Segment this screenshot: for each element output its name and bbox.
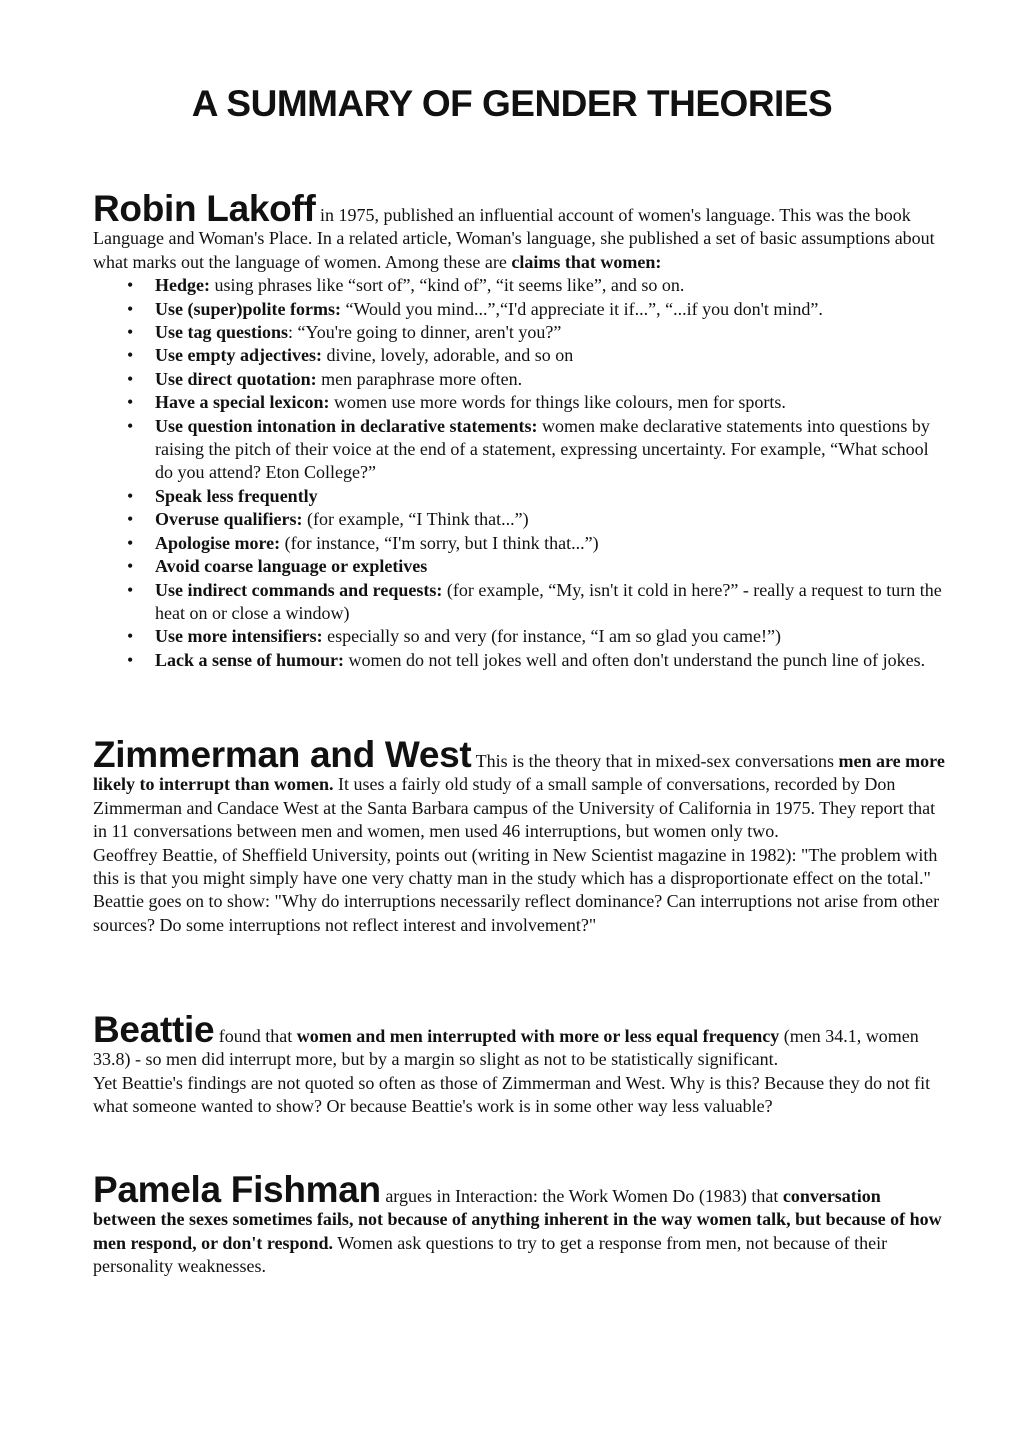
bold-text: Lack a sense of humour: <box>155 649 345 670</box>
list-item <box>155 321 945 344</box>
bold-text: Have a special lexicon: <box>155 392 330 413</box>
list-item <box>155 274 945 297</box>
text-run: women do not tell jokes well and often don't understand the punch line of jokes. <box>344 649 926 670</box>
bold-text: conversation between the sexes sometimes fails, not because of anything inherent in the way women talk, but because of how men respond, or don't respond. <box>93 1186 942 1253</box>
text-run: It uses a fairly old study of a small sample of conversations, recorded by Don Zimmerman and Candace West at the Santa Barbara campus of the University of California in 1975. They report that in 11 conversations between men and women, men used 46 interruptions, but women only two. <box>93 774 936 842</box>
bold-text: Use empty adjectives: <box>155 345 322 366</box>
section-zimmerman-west <box>93 734 945 937</box>
list-item <box>155 344 945 367</box>
paragraph <box>93 1009 945 1072</box>
bold-text: men are more likely to interrupt than women. <box>93 751 945 795</box>
bold-text: Use indirect commands and requests: <box>155 579 443 600</box>
text-run: women use more words for things like colours, men for sports. <box>329 392 786 413</box>
text-run: (for example, “My, isn't it cold in here?” - really a request to turn the heat on or close a window) <box>155 579 942 623</box>
section-lakoff <box>93 188 945 672</box>
list-item <box>155 368 945 391</box>
list-item <box>155 391 945 414</box>
text-run: Geoffrey Beattie, of Sheffield University, points out (writing in New Scientist magazine in 1982): "The problem with this is that you might simply have one very chatty man in the study which has a disproportionate effect on the total." Beattie goes on to show: "Why do interruptions necessarily reflect dominance? Can interruptions not arise from other sources? Do some interruptions not reflect interest and involvement?" <box>93 844 940 935</box>
document-title: A SUMMARY OF GENDER THEORIES <box>191 83 833 124</box>
paragraph <box>93 734 945 844</box>
bold-text: Hedge: <box>155 275 210 296</box>
text-run: : “You're going to dinner, aren't you?” <box>288 322 562 343</box>
bold-text: Speak less frequently <box>155 485 318 506</box>
list-item <box>155 649 945 672</box>
section-heading: Zimmerman and West <box>93 734 472 775</box>
paragraph <box>93 1072 945 1119</box>
list-item <box>155 298 945 321</box>
section-beattie <box>93 1009 945 1119</box>
claims-list <box>93 274 945 672</box>
list-item <box>155 555 945 578</box>
section-heading: Pamela Fishman <box>93 1169 381 1210</box>
bold-text: Use tag questions <box>155 322 289 343</box>
bold-text: Avoid coarse language or expletives <box>155 556 428 577</box>
text-run: (for instance, “I'm sorry, but I think that...”) <box>280 532 599 553</box>
section-heading: Robin Lakoff <box>93 188 316 229</box>
section-fishman <box>93 1169 945 1279</box>
text-run: This is the theory that in mixed-sex conversations <box>471 751 839 771</box>
text-run: in 1975, published an influential account of women's language. This was the book Language and Woman's Place. In a related article, Woman's language, she published a set of basic assumptions about what marks out the language of women. Among these are <box>93 205 935 272</box>
list-item <box>155 532 945 555</box>
paragraph <box>93 1169 945 1279</box>
bold-text: Apologise more: <box>155 532 281 553</box>
bold-text: Use direct quotation: <box>155 368 317 389</box>
text-run: (for example, “I Think that...”) <box>302 509 529 530</box>
bold-text: Overuse qualifiers: <box>155 509 303 530</box>
bold-text: Use question intonation in declarative statements: <box>155 415 538 436</box>
bold-text: women and men interrupted with more or less equal frequency <box>296 1026 780 1046</box>
text-run: (men 34.1, women 33.8) - so men did interrupt more, but by a margin so slight as not to be statistically significant. <box>93 1026 919 1070</box>
text-run: women make declarative statements into questions by raising the pitch of their voice at the end of a statement, expressing uncertainty. For example, “What school do you attend? Eton College?” <box>155 415 930 483</box>
paragraph <box>93 188 945 274</box>
list-item <box>155 508 945 531</box>
text-run: “Would you mind...”,“I'd appreciate it if...”, “...if you don't mind”. <box>340 298 823 319</box>
list-item <box>155 415 945 485</box>
list-item <box>155 485 945 508</box>
paragraph <box>93 844 945 938</box>
list-item <box>155 625 945 648</box>
text-run: men paraphrase more often. <box>316 368 523 389</box>
text-run: found that <box>214 1026 297 1046</box>
text-run: especially so and very (for instance, “I am so glad you came!”) <box>322 626 781 647</box>
section-heading: Beattie <box>93 1009 215 1050</box>
bold-text: Use (super)polite forms: <box>155 298 341 319</box>
text-run: Women ask questions to try to get a response from men, not because of their personality weaknesses. <box>93 1232 888 1277</box>
text-run: Yet Beattie's findings are not quoted so often as those of Zimmerman and West. Why is this? Because they do not fit what someone wanted to show? Or because Beattie's work is in some other way less valuable? <box>93 1072 931 1117</box>
text-run: using phrases like “sort of”, “kind of”, “it seems like”, and so on. <box>209 275 685 296</box>
text-run: argues in Interaction: the Work Women Do (1983) that <box>380 1186 783 1206</box>
list-item <box>155 579 945 626</box>
text-run: divine, lovely, adorable, and so on <box>321 345 574 366</box>
bold-text: claims that women: <box>511 251 662 272</box>
bold-text: Use more intensifiers: <box>155 626 323 647</box>
